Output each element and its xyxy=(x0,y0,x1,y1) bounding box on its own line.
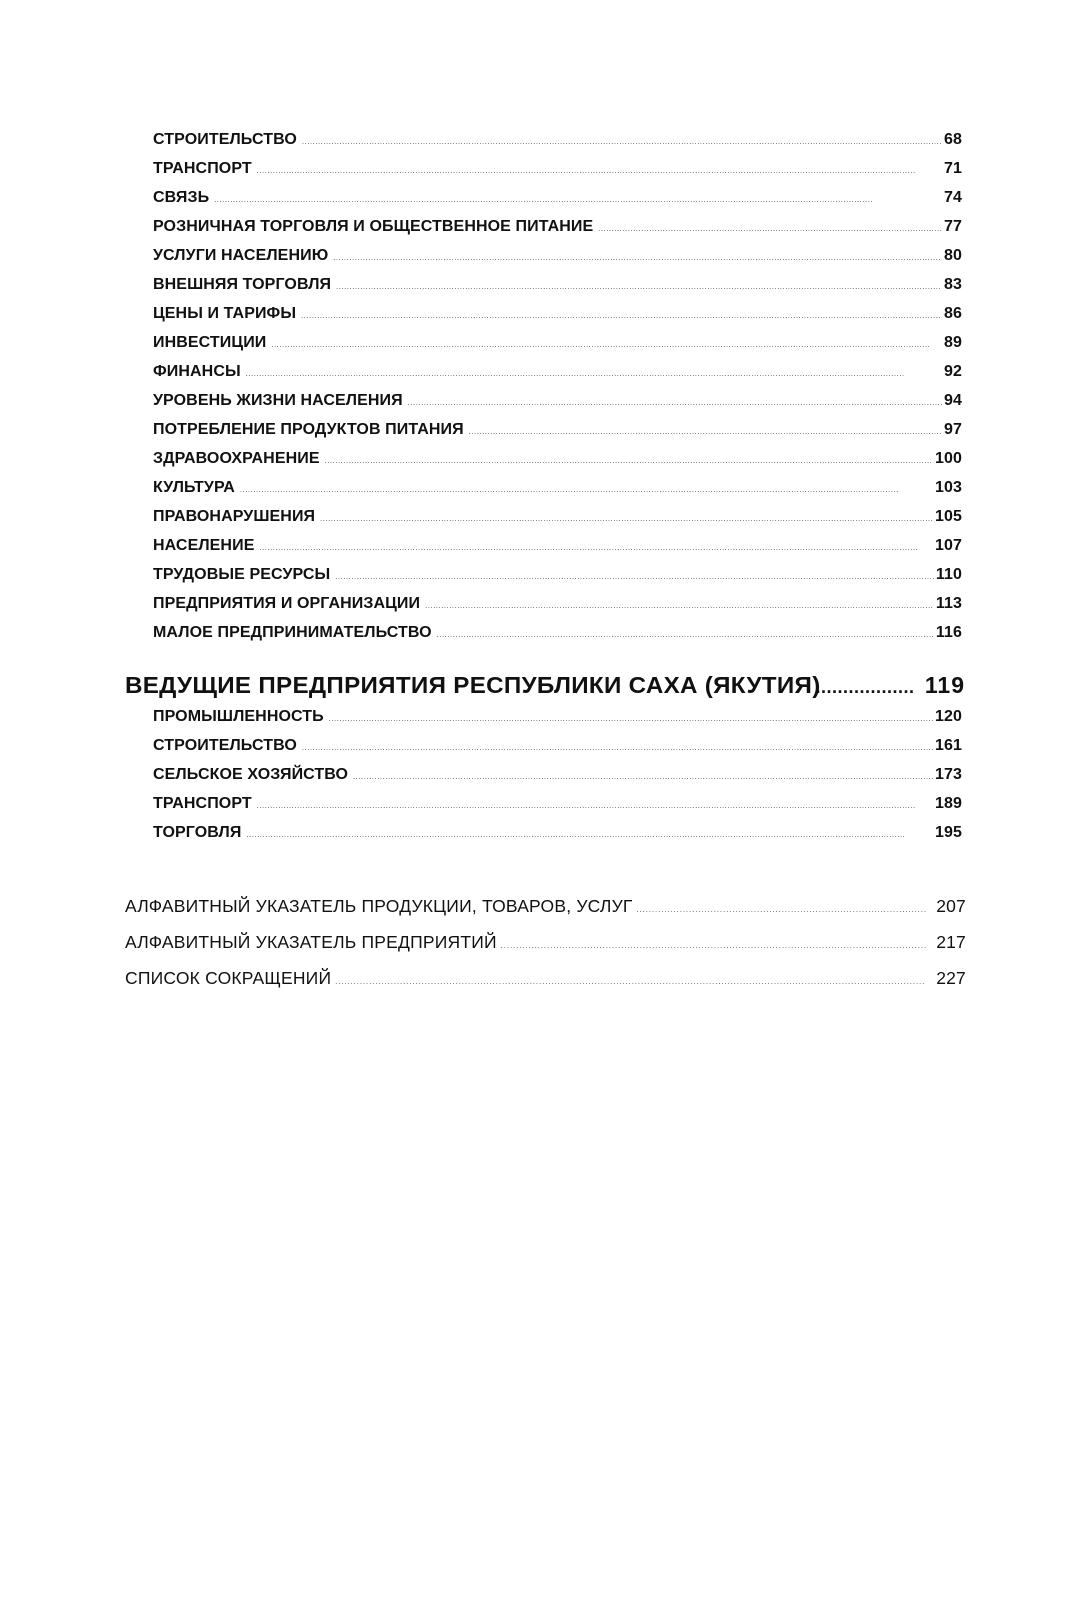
toc-entry-page: 92 xyxy=(944,363,962,380)
toc-index-entry-title: АЛФАВИТНЫЙ УКАЗАТЕЛЬ ПРЕДПРИЯТИЙ xyxy=(125,932,497,952)
toc-entry-title: СТРОИТЕЛЬСТВО xyxy=(153,131,297,148)
dot-leader xyxy=(437,632,934,639)
dot-leader xyxy=(302,745,933,752)
dot-leader xyxy=(246,371,942,378)
dot-leader xyxy=(240,487,933,494)
toc-entry-title: УРОВЕНЬ ЖИЗНИ НАСЕЛЕНИЯ xyxy=(153,392,403,409)
toc-index-entry-title: СПИСОК СОКРАЩЕНИЙ xyxy=(125,968,332,988)
toc-entry-page: 83 xyxy=(944,276,962,293)
toc-entry-title: ПРЕДПРИЯТИЯ И ОРГАНИЗАЦИИ xyxy=(153,595,421,612)
toc-entry[interactable] xyxy=(153,218,962,242)
toc-index-entry-page: 217 xyxy=(936,932,966,952)
toc-entry[interactable] xyxy=(153,334,962,358)
toc-entry-page: 86 xyxy=(944,305,962,322)
toc-entry[interactable] xyxy=(153,247,962,271)
toc-major-section-page: 119 xyxy=(924,672,965,698)
toc-entry-page: 89 xyxy=(944,334,962,351)
dot-leader xyxy=(329,716,933,723)
toc-entry[interactable] xyxy=(153,160,962,184)
toc-entry[interactable] xyxy=(153,824,962,848)
dot-leader xyxy=(257,168,942,175)
toc-entry[interactable] xyxy=(153,766,962,790)
dot-leader xyxy=(333,255,942,262)
toc-entry-page: 74 xyxy=(944,189,962,206)
dot-leader xyxy=(598,226,942,233)
toc-entry-title: КУЛЬТУРА xyxy=(153,479,235,496)
dot-leader xyxy=(301,313,942,320)
toc-entry-page: 195 xyxy=(935,824,962,841)
toc-entry[interactable] xyxy=(153,450,962,474)
toc-entry-page: 105 xyxy=(935,508,962,525)
toc-entry[interactable] xyxy=(153,305,962,329)
toc-entry[interactable] xyxy=(153,566,962,590)
toc-entry[interactable] xyxy=(153,708,962,732)
dot-leader xyxy=(336,284,942,291)
toc-entry[interactable] xyxy=(153,795,962,819)
toc-entry[interactable] xyxy=(153,363,962,387)
toc-entry-page: 71 xyxy=(944,160,962,177)
toc-entry[interactable] xyxy=(153,276,962,300)
toc-entry-title: ВНЕШНЯЯ ТОРГОВЛЯ xyxy=(153,276,332,293)
toc-entry-title: СЕЛЬСКОЕ ХОЗЯЙСТВО xyxy=(153,766,349,783)
dot-leader xyxy=(335,979,926,986)
toc-entry-title: ТОРГОВЛЯ xyxy=(153,824,242,841)
toc-index-entry-page: 207 xyxy=(936,896,966,916)
toc-entry-title: ПОТРЕБЛЕНИЕ ПРОДУКТОВ ПИТАНИЯ xyxy=(153,421,464,438)
toc-entry-title: ТРАНСПОРТ xyxy=(153,795,252,812)
toc-entry[interactable] xyxy=(153,421,962,445)
toc-entry-page: 77 xyxy=(944,218,962,235)
dot-leader xyxy=(501,943,926,950)
toc-entry-page: 110 xyxy=(935,566,962,583)
toc-major-section-title: ВЕДУЩИЕ ПРЕДПРИЯТИЯ РЕСПУБЛИКИ САХА (ЯКУТИЯ) xyxy=(125,672,821,698)
toc-entry-page: 161 xyxy=(935,737,962,754)
toc-entry-title: НАСЕЛЕНИЕ xyxy=(153,537,255,554)
toc-entry-title: МАЛОЕ ПРЕДПРИНИМАТЕЛЬСТВО xyxy=(153,624,432,641)
toc-entry-title: ИНВЕСТИЦИИ xyxy=(153,334,267,351)
toc-entry[interactable] xyxy=(153,479,962,503)
toc-entry[interactable] xyxy=(153,508,962,532)
dot-leader xyxy=(353,774,933,781)
toc-entry-page: 116 xyxy=(935,624,962,641)
toc-entry-title: СТРОИТЕЛЬСТВО xyxy=(153,737,297,754)
toc-entry-title: ПРОМЫШЛЕННОСТЬ xyxy=(153,708,324,725)
toc-entry-page: 68 xyxy=(944,131,962,148)
toc-entry[interactable] xyxy=(153,131,962,155)
toc-entry-title: ЦЕНЫ И ТАРИФЫ xyxy=(153,305,297,322)
toc-entry-title: ПРАВОНАРУШЕНИЯ xyxy=(153,508,316,525)
toc-entry-page: 189 xyxy=(935,795,962,812)
toc-index-entry[interactable] xyxy=(125,968,966,994)
dot-leader xyxy=(257,803,933,810)
toc-entry-page: 100 xyxy=(935,450,962,467)
toc-entry[interactable] xyxy=(153,595,962,619)
toc-index-entry[interactable] xyxy=(125,896,966,922)
toc-entry[interactable] xyxy=(153,189,962,213)
toc-entry-page: 80 xyxy=(944,247,962,264)
toc-entry[interactable] xyxy=(153,537,962,561)
dot-leader xyxy=(408,400,942,407)
toc-entry[interactable] xyxy=(153,392,962,416)
dot-leader xyxy=(335,574,934,581)
dot-leader xyxy=(214,197,942,204)
toc-entry-page: 113 xyxy=(935,595,962,612)
toc-major-section[interactable] xyxy=(125,672,965,706)
toc-entry-title: ФИНАНСЫ xyxy=(153,363,241,380)
toc-entry-page: 97 xyxy=(944,421,962,438)
toc-index-entry[interactable] xyxy=(125,932,966,958)
dot-leader xyxy=(637,907,927,914)
toc-entry-title: СВЯЗЬ xyxy=(153,189,210,206)
toc-entry[interactable] xyxy=(153,737,962,761)
toc-entry[interactable] xyxy=(153,624,962,648)
dot-leader xyxy=(425,603,934,610)
toc-entry-title: ЗДРАВООХРАНЕНИЕ xyxy=(153,450,320,467)
dot-leader xyxy=(302,139,942,146)
dot-leader xyxy=(259,545,933,552)
toc-index-entry-page: 227 xyxy=(936,968,966,988)
toc-entry-title: УСЛУГИ НАСЕЛЕНИЮ xyxy=(153,247,329,264)
toc-index-entry-title: АЛФАВИТНЫЙ УКАЗАТЕЛЬ ПРОДУКЦИИ, ТОВАРОВ, УСЛУГ xyxy=(125,896,633,916)
dot-leader xyxy=(320,516,933,523)
toc-entry-page: 103 xyxy=(935,479,962,496)
toc-entry-title: РОЗНИЧНАЯ ТОРГОВЛЯ И ОБЩЕСТВЕННОЕ ПИТАНИЕ xyxy=(153,218,594,235)
dot-leader xyxy=(325,458,933,465)
dot-leader xyxy=(271,342,942,349)
toc-entry-page: 173 xyxy=(935,766,962,783)
toc-entry-title: ТРАНСПОРТ xyxy=(153,160,252,177)
toc-entry-page: 120 xyxy=(935,708,962,725)
toc-entry-title: ТРУДОВЫЕ РЕСУРСЫ xyxy=(153,566,331,583)
toc-entry-page: 94 xyxy=(944,392,962,409)
dot-leader xyxy=(246,832,933,839)
toc-entry-page: 107 xyxy=(935,537,962,554)
dot-leader xyxy=(815,677,912,698)
dot-leader xyxy=(469,429,942,436)
